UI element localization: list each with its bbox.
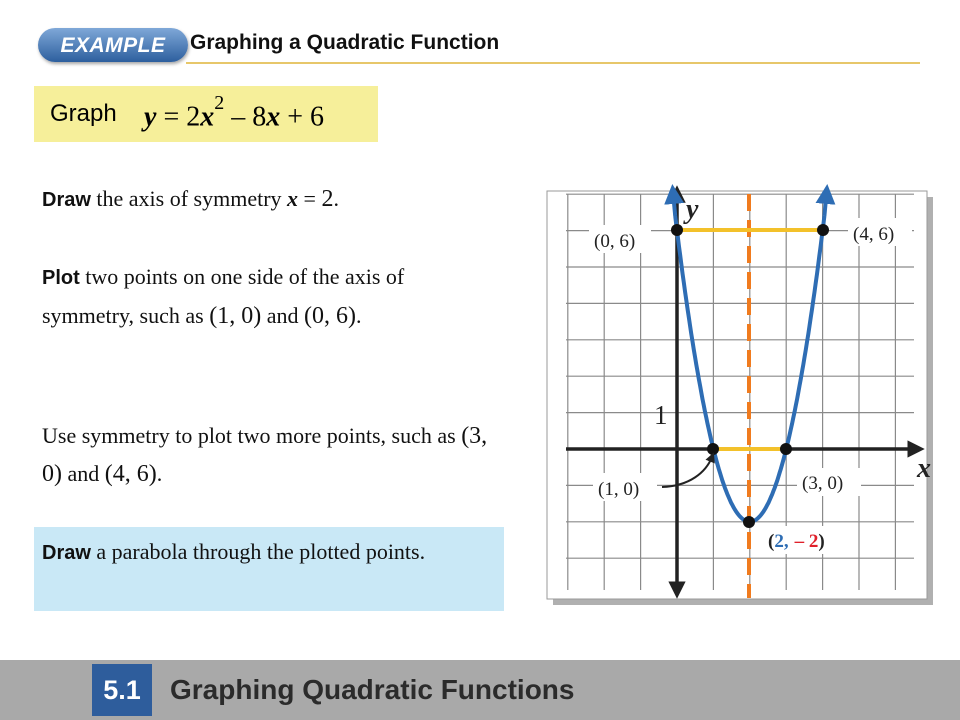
step4-text: a parabola through the plotted points. bbox=[90, 539, 426, 564]
step3-text2: and bbox=[62, 461, 105, 486]
parabola-arrow-left bbox=[673, 194, 675, 216]
eq-x1: x bbox=[200, 101, 215, 133]
label-point-1-0: (1, 0) bbox=[598, 479, 640, 500]
point-0-6 bbox=[671, 224, 683, 236]
step1-text2: = bbox=[298, 186, 322, 211]
point-1-0 bbox=[707, 443, 719, 455]
example-title: Graphing a Quadratic Function bbox=[190, 31, 500, 54]
vertex-y-value: – 2 bbox=[794, 531, 819, 552]
tick-label-one: 1 bbox=[654, 400, 668, 430]
section-number: 5.1 bbox=[92, 664, 152, 716]
label-point-4-6: (4, 6) bbox=[853, 224, 895, 245]
step2-text3: . bbox=[355, 303, 362, 328]
step2-point2: (0, 6) bbox=[303, 303, 356, 329]
eq-end: + 6 bbox=[280, 101, 325, 133]
eq-equals: = 2 bbox=[156, 101, 201, 133]
y-axis-label: y bbox=[686, 194, 699, 225]
eq-y: y bbox=[144, 101, 157, 133]
section-title: Graphing Quadratic Functions bbox=[170, 674, 575, 705]
example-badge-label: EXAMPLE bbox=[60, 34, 166, 57]
step3-point1: (3, 0) bbox=[42, 423, 488, 487]
point-vertex bbox=[743, 516, 755, 528]
step2-point1: (1, 0) bbox=[209, 303, 262, 329]
eq-exponent: 2 bbox=[214, 92, 225, 114]
vertex-close-paren: ) bbox=[818, 531, 825, 552]
x-axis-label: x bbox=[917, 453, 931, 484]
step2-text2: and bbox=[261, 303, 304, 328]
step1-x: x bbox=[287, 186, 299, 211]
problem-label: Graph bbox=[50, 100, 117, 127]
step1-text3: . bbox=[333, 186, 339, 211]
step1-text1: the axis of symmetry bbox=[90, 186, 288, 211]
vertex-x-value: 2, bbox=[774, 531, 789, 552]
eq-middle: – 8 bbox=[224, 101, 267, 133]
label-vertex bbox=[768, 531, 825, 552]
eq-x2: x bbox=[266, 101, 281, 133]
step1-number: 2 bbox=[321, 186, 334, 212]
label-point-0-6: (0, 6) bbox=[594, 231, 636, 252]
point-3-0 bbox=[780, 443, 792, 455]
step1-keyword: Draw bbox=[42, 189, 91, 211]
step4-keyword: Draw bbox=[42, 542, 91, 564]
point-4-6 bbox=[817, 224, 829, 236]
step2-text1: two points on one side of the axis of symmetry, such as bbox=[42, 264, 405, 328]
step2-keyword: Plot bbox=[42, 267, 80, 289]
step3-text3: . bbox=[156, 461, 163, 486]
label-point-3-0: (3, 0) bbox=[802, 473, 844, 494]
step3-text1: Use symmetry to plot two more points, such as bbox=[42, 423, 462, 448]
vertex-open-paren: ( bbox=[768, 531, 775, 552]
parabola-arrow-right bbox=[824, 194, 826, 216]
step3-point2: (4, 6) bbox=[104, 461, 157, 487]
